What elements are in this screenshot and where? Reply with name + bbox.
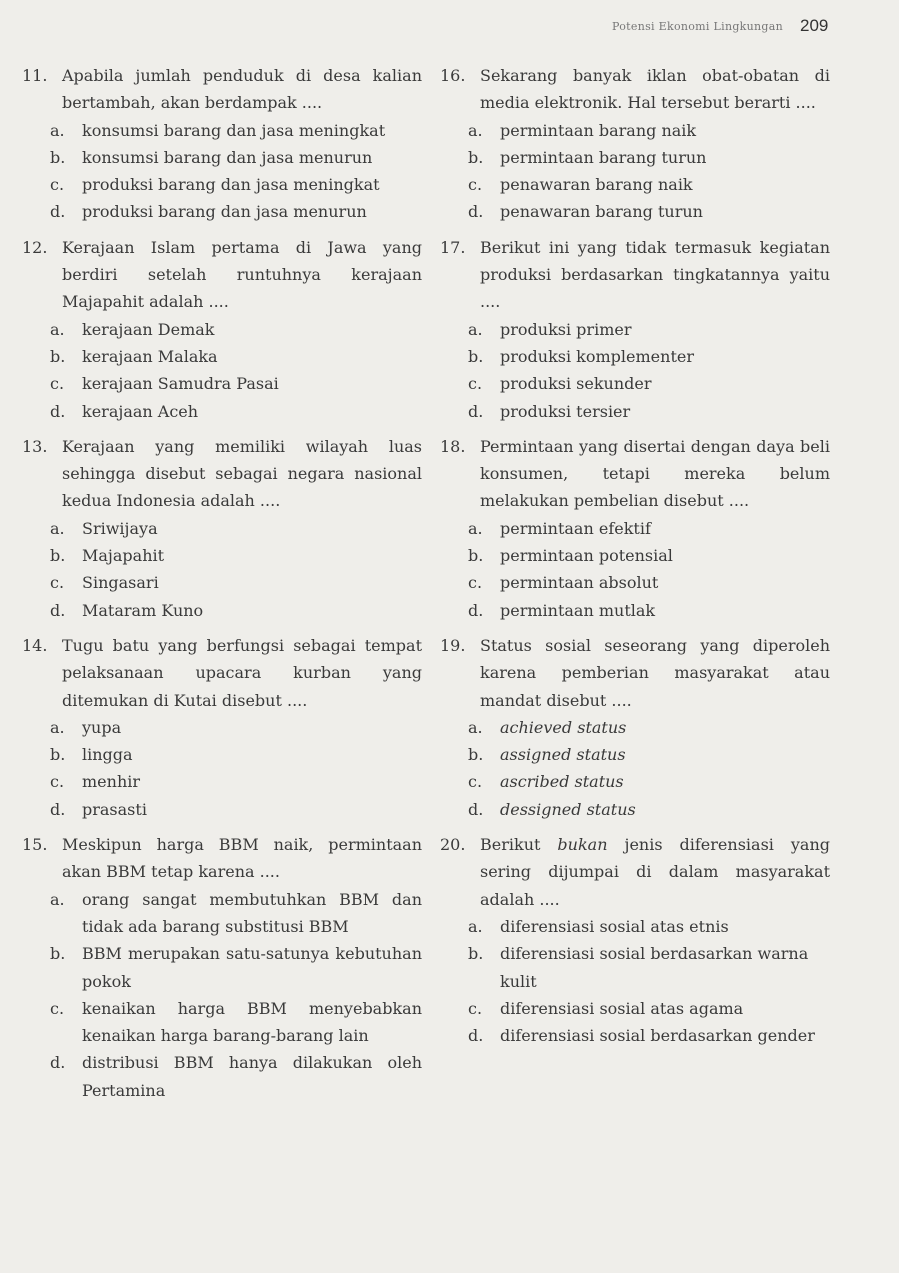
option-letter: a. bbox=[468, 518, 483, 538]
option-letter: c. bbox=[468, 175, 483, 195]
question-stem-end: jenis diferensiasi yang sering dijumpai di dalam masyarakat adalah .... bbox=[480, 835, 830, 909]
question-stem: Sekarang banyak iklan obat-obatan di media elektronik. Hal tersebut berarti .... bbox=[480, 66, 830, 113]
question-18 bbox=[440, 433, 830, 624]
option-d bbox=[22, 597, 422, 624]
question-number: 14. bbox=[22, 635, 48, 655]
option-text: permintaan mutlak bbox=[500, 600, 656, 620]
option-text: konsumsi barang dan jasa menurun bbox=[82, 147, 373, 167]
option-text: Majapahit bbox=[82, 546, 165, 566]
option-text: achieved status bbox=[500, 717, 627, 737]
option-c bbox=[440, 995, 830, 1022]
question-stem: Tugu batu yang berfungsi sebagai tempat pelaksanaan upacara kurban yang ditemukan di Kutai disebut .... bbox=[62, 635, 422, 710]
question-stem-start: Berikut bbox=[480, 835, 558, 855]
option-letter: c. bbox=[50, 998, 65, 1018]
option-text: kenaikan harga BBM menyebabkan kenaikan harga barang-barang lain bbox=[82, 998, 422, 1046]
option-d bbox=[22, 796, 422, 823]
option-letter: c. bbox=[50, 175, 65, 195]
option-letter: d. bbox=[50, 600, 66, 620]
option-c bbox=[22, 768, 422, 795]
option-a bbox=[440, 117, 830, 144]
option-text: konsumsi barang dan jasa meningkat bbox=[82, 120, 386, 140]
option-text: orang sangat membutuhkan BBM dan tidak ada barang substitusi BBM bbox=[82, 889, 422, 936]
option-b bbox=[440, 741, 830, 768]
option-letter: d. bbox=[50, 1053, 66, 1073]
running-title: Potensi Ekonomi Lingkungan bbox=[612, 20, 783, 33]
option-letter: c. bbox=[468, 998, 483, 1018]
option-letter: a. bbox=[50, 518, 65, 538]
question-12 bbox=[22, 234, 422, 425]
option-letter: a. bbox=[50, 717, 65, 737]
option-text: yupa bbox=[82, 717, 122, 737]
option-d bbox=[440, 1022, 830, 1049]
left-column bbox=[22, 62, 422, 1112]
option-text: produksi barang dan jasa menurun bbox=[82, 202, 367, 222]
option-d bbox=[440, 597, 830, 624]
option-text: Sriwijaya bbox=[82, 518, 158, 538]
option-text: ascribed status bbox=[500, 772, 624, 792]
option-letter: d. bbox=[468, 202, 484, 222]
option-letter: d. bbox=[50, 401, 66, 421]
option-letter: b. bbox=[468, 147, 484, 167]
option-letter: a. bbox=[50, 889, 65, 909]
option-letter: d. bbox=[468, 1026, 484, 1046]
option-text: permintaan barang turun bbox=[500, 147, 707, 167]
option-letter: c. bbox=[468, 772, 483, 792]
option-a bbox=[440, 316, 830, 343]
option-text: Mataram Kuno bbox=[82, 600, 204, 620]
question-number: 13. bbox=[22, 436, 48, 456]
question-number: 16. bbox=[440, 66, 466, 85]
option-letter: a. bbox=[50, 319, 65, 339]
option-a bbox=[440, 515, 830, 542]
option-a bbox=[22, 515, 422, 542]
question-15 bbox=[22, 831, 422, 1104]
option-b bbox=[22, 940, 422, 995]
option-text: lingga bbox=[82, 745, 133, 765]
option-d bbox=[440, 796, 830, 823]
option-text: produksi barang dan jasa meningkat bbox=[82, 175, 380, 195]
option-letter: b. bbox=[50, 546, 66, 566]
option-a bbox=[440, 714, 830, 741]
option-letter: b. bbox=[468, 944, 484, 964]
option-text: dessigned status bbox=[500, 799, 636, 819]
option-text: kerajaan Malaka bbox=[82, 346, 218, 366]
right-column bbox=[440, 62, 830, 1057]
page-header bbox=[0, 16, 899, 40]
question-16 bbox=[440, 62, 830, 226]
option-text: diferensiasi sosial atas etnis bbox=[500, 916, 729, 936]
option-a bbox=[22, 117, 422, 144]
option-a bbox=[22, 316, 422, 343]
question-stem: Meskipun harga BBM naik, permintaan akan BBM tetap karena .... bbox=[62, 835, 422, 882]
option-letter: c. bbox=[468, 374, 483, 394]
option-text: penawaran barang turun bbox=[500, 202, 703, 222]
question-stem: Kerajaan yang memiliki wilayah luas sehingga disebut sebagai negara nasional kedua Indonesia adalah .... bbox=[62, 436, 422, 511]
option-d bbox=[22, 198, 422, 225]
option-text: permintaan absolut bbox=[500, 573, 659, 593]
option-text: produksi komplementer bbox=[500, 346, 694, 366]
option-letter: c. bbox=[50, 772, 65, 792]
option-c bbox=[440, 370, 830, 397]
option-letter: d. bbox=[50, 202, 66, 222]
option-letter: c. bbox=[468, 573, 483, 593]
question-number: 20. bbox=[440, 835, 466, 855]
option-letter: a. bbox=[468, 120, 483, 140]
option-b bbox=[22, 343, 422, 370]
option-text: diferensiasi sosial berdasarkan gender bbox=[500, 1026, 815, 1046]
page-number: 209 bbox=[800, 16, 829, 35]
option-d bbox=[22, 1049, 422, 1104]
question-number: 19. bbox=[440, 635, 466, 655]
option-b bbox=[22, 144, 422, 171]
option-text: permintaan efektif bbox=[500, 518, 651, 538]
option-text: BBM merupakan satu-satunya kebutuhan pokok bbox=[82, 944, 422, 991]
option-c bbox=[22, 370, 422, 397]
option-letter: d. bbox=[50, 799, 66, 819]
option-c bbox=[440, 171, 830, 198]
option-c bbox=[22, 569, 422, 596]
question-number: 17. bbox=[440, 237, 466, 257]
option-letter: b. bbox=[468, 546, 484, 566]
question-stem: Status sosial seseorang yang diperoleh karena pemberian masyarakat atau mandat disebut .... bbox=[480, 635, 830, 710]
option-letter: a. bbox=[468, 916, 483, 936]
option-text: produksi primer bbox=[500, 319, 632, 339]
option-letter: a. bbox=[468, 319, 483, 339]
option-a bbox=[22, 886, 422, 941]
question-stem: Kerajaan Islam pertama di Jawa yang berdiri setelah runtuhnya kerajaan Majapahit adalah .... bbox=[62, 237, 422, 312]
option-b bbox=[22, 741, 422, 768]
option-c bbox=[440, 768, 830, 795]
question-stem-emphasis: bukan bbox=[557, 835, 608, 855]
option-letter: c. bbox=[50, 374, 65, 394]
question-number: 15. bbox=[22, 835, 48, 855]
question-14 bbox=[22, 632, 422, 823]
question-stem: Permintaan yang disertai dengan daya beli konsumen, tetapi mereka belum melakukan pembelian disebut .... bbox=[480, 436, 830, 511]
question-stem: Apabila jumlah penduduk di desa kalian bertambah, akan berdampak .... bbox=[62, 66, 422, 113]
option-text: penawaran barang naik bbox=[500, 175, 693, 195]
option-letter: b. bbox=[50, 944, 66, 964]
option-letter: b. bbox=[468, 745, 484, 765]
question-13 bbox=[22, 433, 422, 624]
question-number: 11. bbox=[22, 66, 48, 85]
option-text: Singasari bbox=[82, 573, 159, 593]
question-number: 12. bbox=[22, 237, 48, 257]
option-c bbox=[440, 569, 830, 596]
option-letter: a. bbox=[50, 120, 65, 140]
option-a bbox=[22, 714, 422, 741]
option-a bbox=[440, 913, 830, 940]
option-text: distribusi BBM hanya dilakukan oleh Pertamina bbox=[82, 1053, 422, 1100]
option-text: permintaan barang naik bbox=[500, 120, 697, 140]
question-19 bbox=[440, 632, 830, 823]
option-letter: b. bbox=[50, 745, 66, 765]
option-text: assigned status bbox=[500, 745, 626, 765]
question-11 bbox=[22, 62, 422, 226]
option-b bbox=[440, 343, 830, 370]
option-letter: d. bbox=[468, 401, 484, 421]
option-text: produksi tersier bbox=[500, 401, 631, 421]
option-text: kerajaan Aceh bbox=[82, 401, 199, 421]
option-text: permintaan potensial bbox=[500, 546, 673, 566]
option-text: menhir bbox=[82, 772, 141, 792]
option-d bbox=[440, 398, 830, 425]
option-text: prasasti bbox=[82, 799, 147, 819]
option-letter: d. bbox=[468, 799, 484, 819]
question-stem: Berikut ini yang tidak termasuk kegiatan produksi berdasarkan tingkatannya yaitu .... bbox=[480, 237, 830, 312]
option-text: diferensiasi sosial atas agama bbox=[500, 998, 744, 1018]
option-letter: c. bbox=[50, 573, 65, 593]
option-text: produksi sekunder bbox=[500, 374, 652, 394]
option-text: diferensiasi sosial berdasarkan warna kulit bbox=[500, 944, 809, 991]
option-d bbox=[22, 398, 422, 425]
option-letter: b. bbox=[468, 346, 484, 366]
option-letter: a. bbox=[468, 717, 483, 737]
option-c bbox=[22, 995, 422, 1050]
option-d bbox=[440, 198, 830, 225]
option-b bbox=[440, 144, 830, 171]
option-text: kerajaan Demak bbox=[82, 319, 215, 339]
option-letter: b. bbox=[50, 346, 66, 366]
question-17 bbox=[440, 234, 830, 425]
option-b bbox=[440, 940, 830, 995]
option-b bbox=[440, 542, 830, 569]
option-c bbox=[22, 171, 422, 198]
option-letter: b. bbox=[50, 147, 66, 167]
option-b bbox=[22, 542, 422, 569]
question-20 bbox=[440, 831, 830, 1049]
option-text: kerajaan Samudra Pasai bbox=[82, 374, 279, 394]
question-number: 18. bbox=[440, 436, 466, 456]
option-letter: d. bbox=[468, 600, 484, 620]
